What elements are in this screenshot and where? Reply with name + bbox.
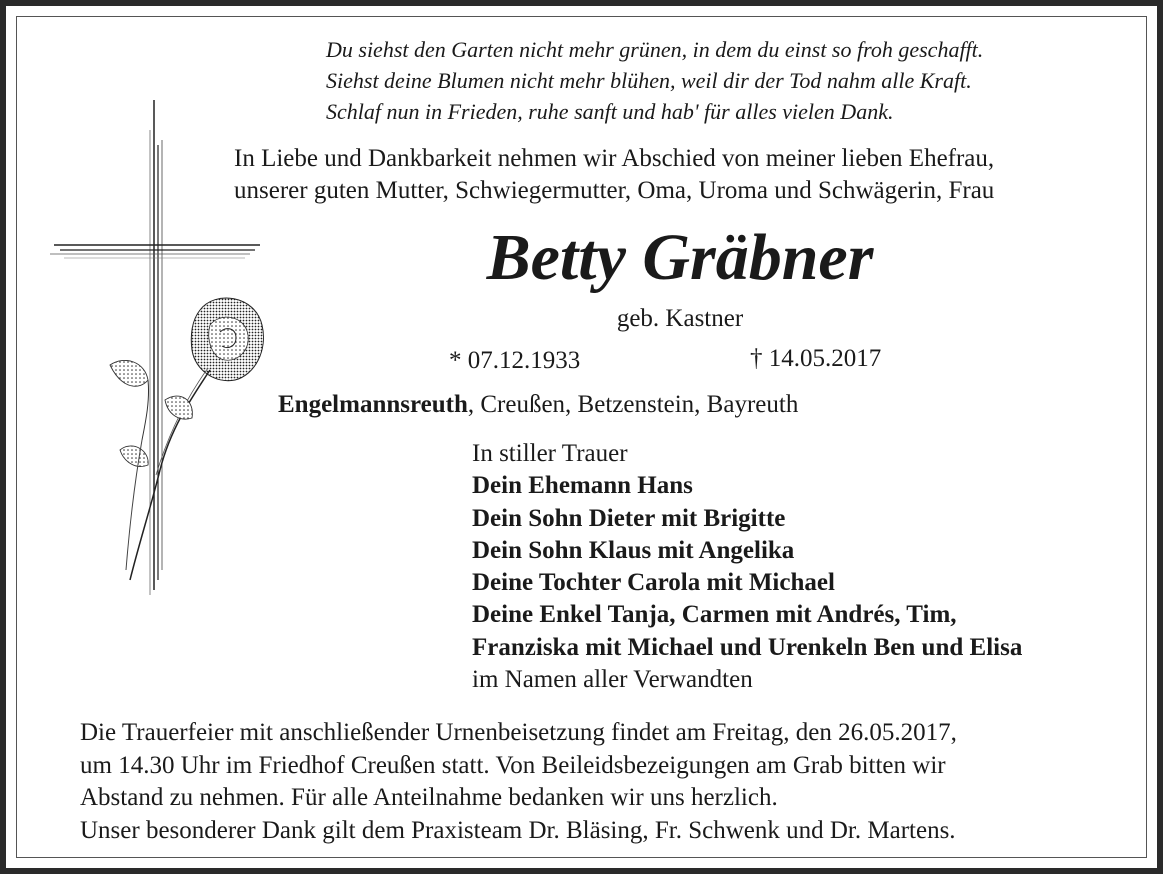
mourner-entry: Dein Sohn Klaus mit Angelika <box>472 536 795 564</box>
death-date: † 14.05.2017 <box>750 345 882 372</box>
intro-text <box>234 143 1134 207</box>
mourners-intro: In stiller Trauer <box>472 440 628 467</box>
poem-line: Siehst deine Blumen nicht mehr blühen, weil dir der Tod nahm alle Kraft. <box>326 68 972 93</box>
mourners-outro: im Namen aller Verwandten <box>472 666 753 694</box>
poem-line: Du siehst den Garten nicht mehr grünen, in dem du einst so froh geschafft. <box>326 37 984 62</box>
mourner-entry: Deine Tochter Carola mit Michael <box>472 569 835 597</box>
closing-line: Unser besonderer Dank gilt dem Praxisteam Dr. Bläsing, Fr. Schwenk und Dr. Martens. <box>80 816 956 844</box>
places-line <box>278 389 798 421</box>
closing-text <box>80 717 1140 847</box>
deceased-name: Betty Gräbner <box>486 221 874 294</box>
closing-line: Die Trauerfeier mit anschließender Urnenbeisetzung findet am Freitag, den 26.05.2017, <box>80 719 957 746</box>
intro-line: unserer guten Mutter, Schwiegermutter, Oma, Uroma und Schwägerin, Frau <box>234 177 995 204</box>
mourners-list <box>472 438 1132 696</box>
closing-line: um 14.30 Uhr im Friedhof Creußen statt. Von Beileidsbezeigungen am Grab bitten wir <box>80 751 946 779</box>
place-main: Engelmannsreuth <box>278 391 468 418</box>
mourner-entry: Dein Ehemann Hans <box>472 472 693 500</box>
closing-line: Abstand zu nehmen. Für alle Anteilnahme bedanken wir uns herzlich. <box>80 784 778 811</box>
birth-date: * 07.12.1933 <box>449 347 581 374</box>
poem-line: Schlaf nun in Frieden, ruhe sanft und hab' für alles vielen Dank. <box>326 99 894 124</box>
poem <box>326 34 1126 127</box>
mourner-entry: Franziska mit Michael und Urenkeln Ben und Elisa <box>472 633 1023 661</box>
mourner-entry: Deine Enkel Tanja, Carmen mit Andrés, Tim, <box>472 601 957 629</box>
maiden-name: geb. Kastner <box>616 305 744 332</box>
intro-line: In Liebe und Dankbarkeit nehmen wir Abschied von meiner lieben Ehefrau, <box>234 145 995 172</box>
places-rest: , Creußen, Betzenstein, Bayreuth <box>467 391 799 418</box>
mourner-entry: Dein Sohn Dieter mit Brigitte <box>472 504 786 532</box>
